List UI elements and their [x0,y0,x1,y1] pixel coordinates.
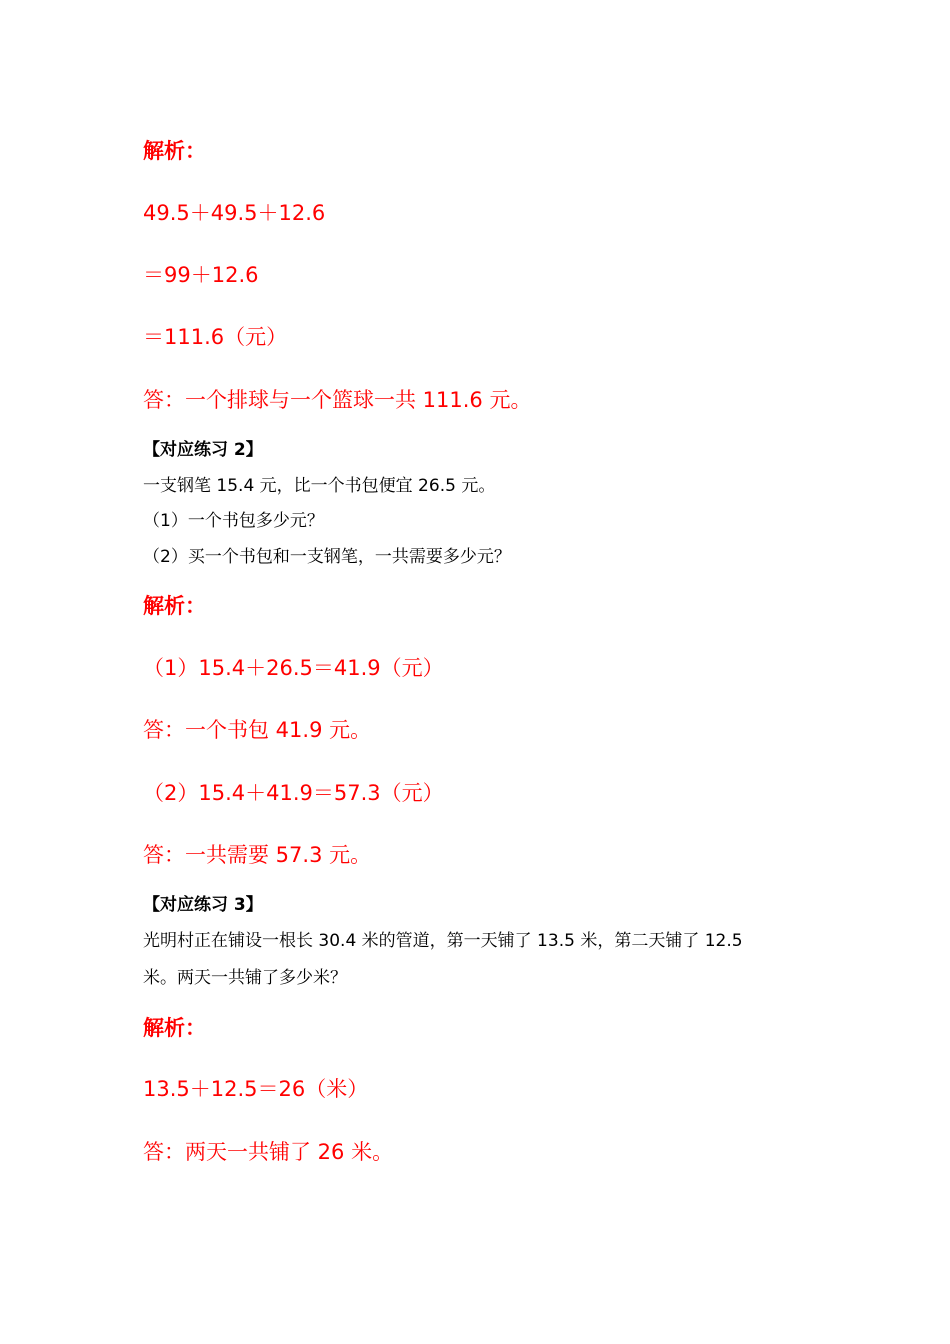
answer-3: 答：两天一共铺了 26 米。 [143,1140,394,1164]
calculation-2-1: （1）15.4＋26.5＝41.9（元） [143,656,444,680]
answer-2-1: 答：一个书包 41.9 元。 [143,718,372,742]
exercise-problem-2: 一支钢笔 15.4 元，比一个书包便宜 26.5 元。 [143,476,496,496]
analysis-label-3: 解析： [143,1016,206,1040]
calculation-2-2: （2）15.4＋41.9＝57.3（元） [143,781,444,805]
exercise-question-2-2: （2）买一个书包和一支钢笔，一共需要多少元？ [143,547,511,567]
exercise-problem-3-line-1: 光明村正在铺设一根长 30.4 米的管道，第一天铺了 13.5 米，第二天铺了 12.5 [143,931,743,951]
analysis-label-1: 解析： [143,139,206,163]
calculation-step-2: ＝99＋12.6 [143,263,259,287]
exercise-problem-3-line-2: 米。两天一共铺了多少米？ [143,968,347,988]
calculation-step-1: 49.5＋49.5＋12.6 [143,201,326,225]
answer-1: 答：一个排球与一个篮球一共 111.6 元。 [143,388,532,412]
exercise-heading-2: 【对应练习 2】 [143,440,263,460]
answer-2-2: 答：一共需要 57.3 元。 [143,843,372,867]
exercise-heading-3: 【对应练习 3】 [143,895,263,915]
exercise-question-2-1: （1）一个书包多少元？ [143,511,324,531]
calculation-3: 13.5＋12.5＝26（米） [143,1077,369,1101]
analysis-label-2: 解析： [143,594,206,618]
calculation-step-3: ＝111.6（元） [143,325,288,349]
